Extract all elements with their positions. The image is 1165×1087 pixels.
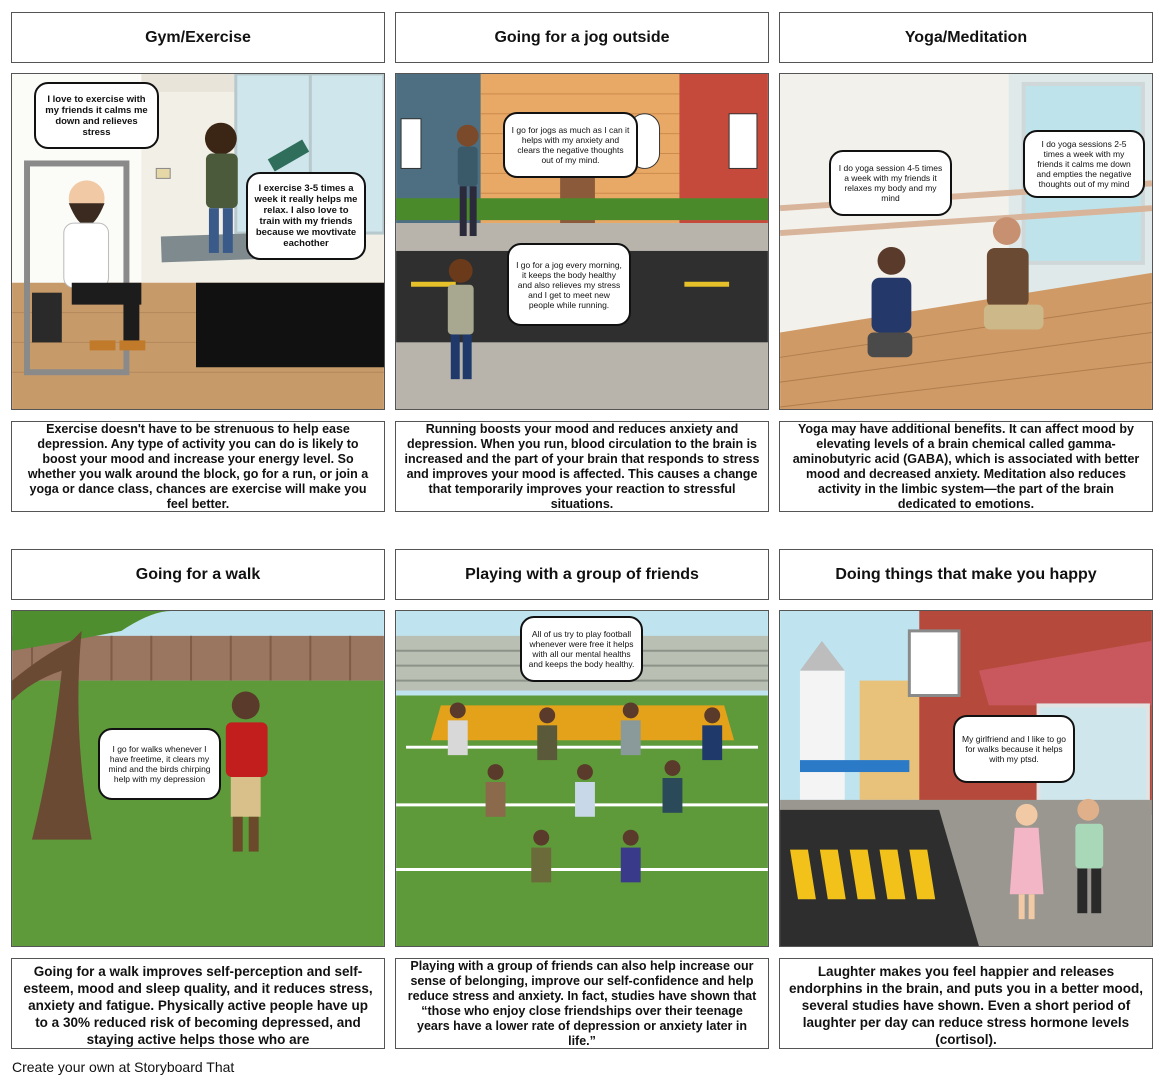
yoga-illustration	[780, 74, 1152, 409]
panel-6-bubble-1: My girlfriend and I like to go for walks because it helps with my ptsd.	[953, 715, 1075, 783]
panel-1-scene	[11, 73, 385, 410]
panel-1-bubble-1: I love to exercise with my friends it calms me down and relieves stress	[34, 82, 159, 149]
panel-4-bubble-1: I go for walks whenever I have freetime, it clears my mind and the birds chirping help with my depression	[98, 728, 221, 800]
panel-1-title	[11, 12, 385, 63]
panel-3-title	[779, 12, 1153, 63]
panel-5-scene	[395, 610, 769, 947]
panel-2-scene	[395, 73, 769, 410]
panel-1-bubble-2: I exercise 3-5 times a week it really helps me relax. I also love to train with my friends because we movtivate eachother	[246, 172, 366, 260]
storyboard-footer-link[interactable]: Create your own at Storyboard That	[12, 1059, 235, 1075]
panel-6-scene	[779, 610, 1153, 947]
panel-2-title	[395, 12, 769, 63]
panel-3-scene	[779, 73, 1153, 410]
panel-3-bubble-1: I do yoga session 4-5 times a week with my friends it relaxes my body and my mind	[829, 150, 952, 216]
panel-4-description: Going for a walk improves self-perception and self-esteem, mood and sleep quality, and it reduces stress, anxiety and fatigue. Physically active people have up to a 30% reduced risk of becoming depressed, and staying active helps those who are	[11, 958, 385, 1049]
panel-4-title-text: Going for a walk	[135, 565, 261, 583]
panel-4-title	[11, 549, 385, 600]
panel-5-description: Playing with a group of friends can also help increase our sense of belonging, improve our self-confidence and help reduce stress and anxiety. In fact, studies have shown that “those who enjoy close friendships over their teenage years have a lower rate of depression or anxiety later in life.”	[395, 958, 769, 1049]
panel-2-bubble-1: I go for jogs as much as I can it helps with my anxiety and clears the negative thoughts out of my mind.	[503, 112, 638, 178]
panel-2-title-text: Going for a jog outside	[494, 28, 670, 46]
panel-5-title-text: Playing with a group of friends	[465, 565, 699, 583]
panel-5-bubble-1: All of us try to play football whenever were free it helps with all our mental healths and keeps the body healthy.	[520, 616, 643, 682]
panel-3-description: Yoga may have additional benefits. It can affect mood by elevating levels of a brain chemical called gamma-aminobutyric acid (GABA), which is associated with better mood and decreased anxiety. Meditation also reduces activity in the limbic system—the part of the brain dedicated to emotions.	[779, 421, 1153, 512]
panel-3-title-text: Yoga/Meditation	[904, 28, 1028, 46]
panel-6-title	[779, 549, 1153, 600]
panel-5-title	[395, 549, 769, 600]
panel-3-bubble-2: I do yoga sessions 2-5 times a week with my friends it calms me down and empties the negative thoughts out of my mind	[1023, 130, 1145, 198]
panel-2-bubble-2: I go for a jog every morning, it keeps the body healthy and also relieves my stress and I get to meet new people while running.	[507, 243, 631, 326]
panel-6-description: Laughter makes you feel happier and releases endorphins in the brain, and puts you in a better mood, several studies have shown. Even a short period of laughter per day can reduce stress hormone levels (cortisol).	[779, 958, 1153, 1049]
panel-4-scene	[11, 610, 385, 947]
panel-1-title-text: Gym/Exercise	[145, 28, 251, 46]
panel-1-description: Exercise doesn't have to be strenuous to help ease depression. Any type of activity you can do is likely to boost your mood and increase your energy level. So whether you walk around the block, go for a run, or join a yoga or dance class, chances are exercise will make you feel better.	[11, 421, 385, 512]
panel-2-description: Running boosts your mood and reduces anxiety and depression. When you run, blood circulation to the brain is increased and the part of your brain that responds to stress and improves your mood is affected. This causes a change that temporarily improves your reaction to stressful situations.	[395, 421, 769, 512]
panel-6-title-text: Doing things that make you happy	[835, 565, 1097, 583]
